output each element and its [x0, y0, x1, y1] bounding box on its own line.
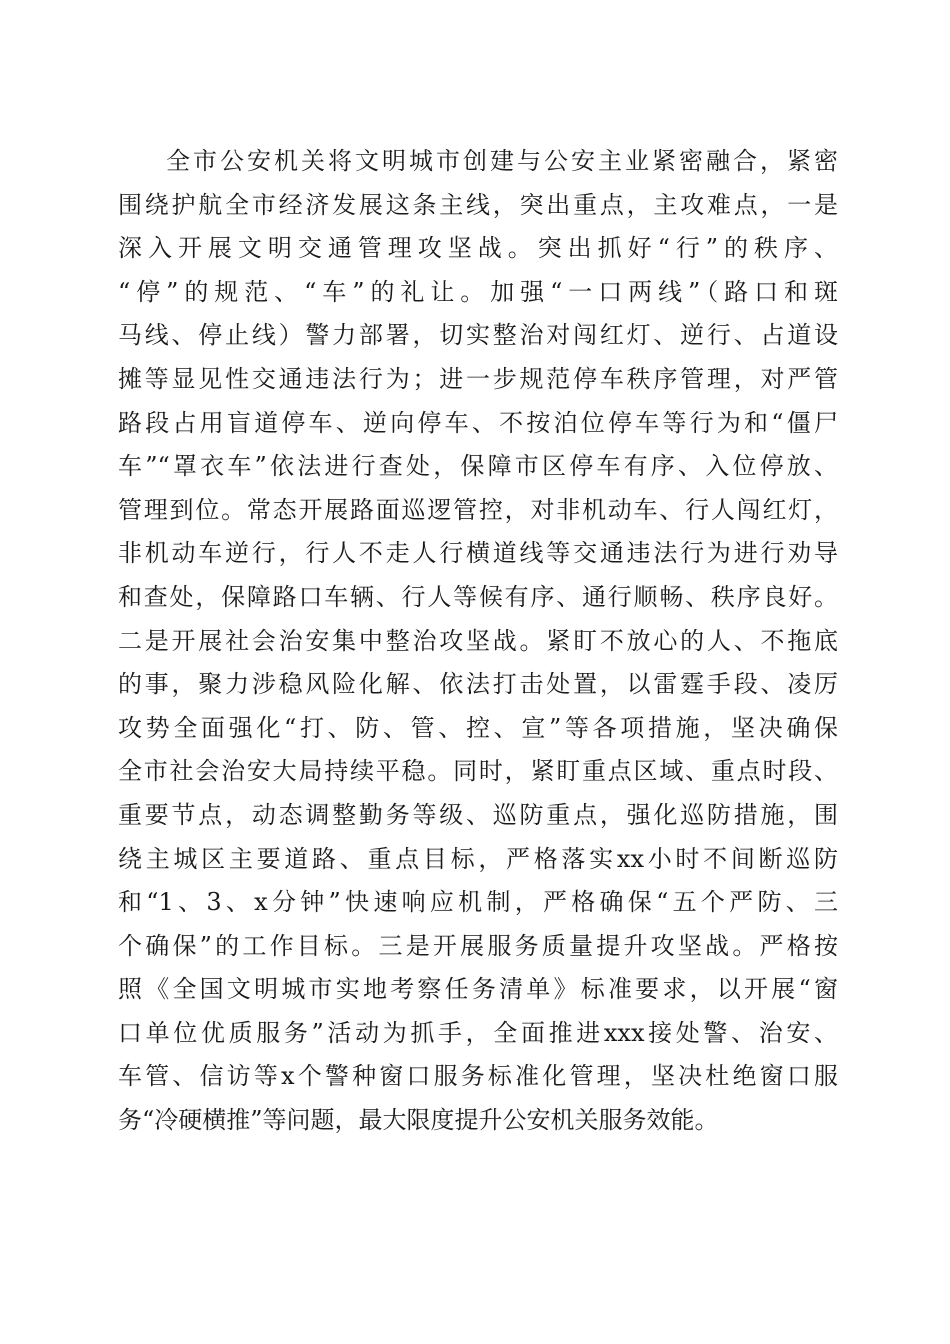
paragraph-line: 二是开展社会治安集中整治攻坚战。紧盯不放心的人、不拖底: [118, 626, 838, 655]
paragraph-line: 口单位优质服务”活动为抓手，全面推进xxx接处警、治安、: [118, 1018, 838, 1047]
paragraph-line: 务“冷硬横推”等问题，最大限度提升公安机关服务效能。: [118, 1106, 719, 1135]
paragraph-line: 的事，聚力涉稳风险化解、依法打击处置，以雷霆手段、凌厉: [118, 670, 838, 699]
paragraph-line: 马线、停止线）警力部署，切实整治对闯红灯、逆行、占道设: [118, 321, 838, 350]
paragraph-line: 重要节点，动态调整勤务等级、巡防重点，强化巡防措施，围: [118, 800, 838, 829]
paragraph-line: 攻势全面强化“打、防、管、控、宣”等各项措施，坚决确保: [118, 713, 838, 742]
paragraph-line: 全市公安机关将文明城市创建与公安主业紧密融合，紧密: [166, 147, 838, 175]
paragraph-line: 非机动车逆行，行人不走人行横道线等交通违法行为进行劝导: [118, 539, 838, 568]
paragraph-line: 绕主城区主要道路、重点目标，严格落实xx小时不间断巡防: [118, 844, 838, 873]
paragraph-line: 深入开展文明交通管理攻坚战。突出抓好“行”的秩序、: [118, 234, 838, 263]
paragraph-line: 路段占用盲道停车、逆向停车、不按泊位停车等行为和“僵尸: [118, 408, 838, 437]
body-paragraph: [118, 140, 838, 1143]
paragraph-line: 和“1、3、x分钟”快速响应机制，严格确保“五个严防、三: [118, 888, 838, 917]
paragraph-line: 围绕护航全市经济发展这条主线，突出重点，主攻难点，一是: [118, 190, 838, 219]
paragraph-line: 摊等显见性交通违法行为；进一步规范停车秩序管理，对严管: [118, 364, 838, 393]
paragraph-line: 车”“罩衣车”依法进行查处，保障市区停车有序、入位停放、: [118, 452, 838, 481]
paragraph-line: 个确保”的工作目标。三是开展服务质量提升攻坚战。严格按: [118, 931, 838, 960]
paragraph-line: 全市社会治安大局持续平稳。同时，紧盯重点区域、重点时段、: [118, 757, 838, 786]
paragraph-line: “停”的规范、“车”的礼让。加强“一口两线”（路口和斑: [118, 277, 838, 306]
paragraph-line: 管理到位。常态开展路面巡逻管控，对非机动车、行人闯红灯，: [118, 495, 838, 524]
paragraph-line: 和查处，保障路口车辆、行人等候有序、通行顺畅、秩序良好。: [118, 582, 838, 611]
paragraph-line: 车管、信访等x个警种窗口服务标准化管理，坚决杜绝窗口服: [118, 1062, 838, 1091]
paragraph-line: 照《全国文明城市实地考察任务清单》标准要求，以开展“窗: [118, 975, 838, 1004]
